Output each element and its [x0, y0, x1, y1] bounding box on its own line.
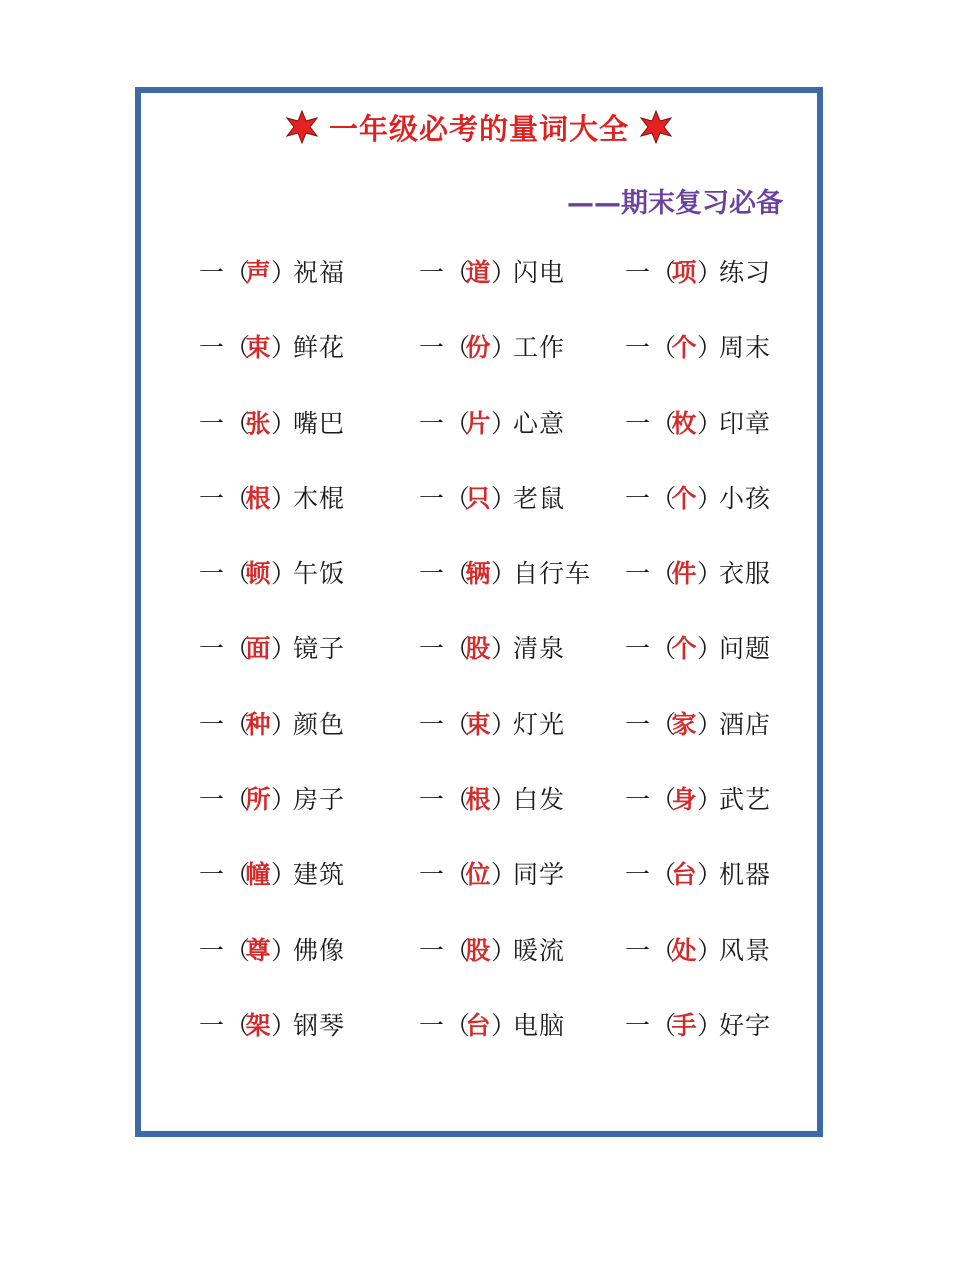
measure-word-item [625, 251, 771, 291]
number-one: 一 [625, 559, 651, 589]
page-subtitle: ——期末复习必备 [567, 188, 783, 219]
measure-word: 个 [671, 634, 697, 664]
noun: 酒店 [719, 709, 772, 739]
close-paren: ） [271, 860, 297, 890]
measure-word: 架 [245, 1010, 271, 1040]
open-paren: （ [445, 785, 471, 815]
measure-word-item [199, 627, 345, 667]
number-one: 一 [625, 709, 651, 739]
noun: 衣服 [719, 559, 772, 589]
open-paren: （ [225, 1010, 251, 1040]
title-row [141, 105, 817, 149]
noun: 武艺 [719, 785, 772, 815]
number-one: 一 [199, 408, 225, 438]
measure-word-item [419, 477, 565, 517]
number-one: 一 [625, 408, 651, 438]
close-paren: ） [697, 935, 723, 965]
open-paren: （ [225, 709, 251, 739]
measure-word-item [199, 251, 345, 291]
grid-row [141, 768, 817, 843]
open-paren: （ [445, 1010, 471, 1040]
number-one: 一 [199, 333, 225, 363]
measure-word: 台 [671, 860, 697, 890]
noun: 机器 [719, 860, 772, 890]
measure-word-item [419, 627, 565, 667]
measure-word-item [625, 778, 771, 818]
number-one: 一 [625, 860, 651, 890]
noun: 祝福 [293, 258, 346, 287]
worksheet-frame [135, 87, 823, 1137]
measure-word-item [419, 703, 565, 743]
noun: 钢琴 [293, 1010, 346, 1040]
close-paren: ） [491, 709, 517, 739]
open-paren: （ [445, 860, 471, 890]
grid-row [141, 542, 817, 617]
noun: 工作 [513, 333, 566, 363]
open-paren: （ [445, 709, 471, 739]
number-one: 一 [419, 935, 445, 965]
measure-word: 只 [465, 483, 491, 513]
open-paren: （ [651, 559, 677, 589]
close-paren: ） [697, 785, 723, 815]
grid-row [141, 617, 817, 692]
measure-word: 声 [245, 258, 271, 287]
measure-word-item [199, 477, 345, 517]
open-paren: （ [445, 935, 471, 965]
noun: 灯光 [513, 709, 566, 739]
open-paren: （ [225, 483, 251, 513]
measure-word: 片 [465, 408, 491, 438]
number-one: 一 [625, 785, 651, 815]
close-paren: ） [491, 634, 517, 664]
number-one: 一 [419, 860, 445, 890]
measure-word: 台 [465, 1010, 491, 1040]
measure-word-item [419, 778, 565, 818]
measure-word: 根 [245, 483, 271, 513]
open-paren: （ [651, 860, 677, 890]
open-paren: （ [445, 483, 471, 513]
open-paren: （ [445, 408, 471, 438]
measure-word-item [419, 929, 565, 969]
close-paren: ） [697, 1010, 723, 1040]
measure-word: 位 [465, 860, 491, 890]
close-paren: ） [697, 258, 723, 287]
measure-word: 处 [671, 935, 697, 965]
noun: 练习 [719, 258, 772, 287]
measure-word: 份 [465, 333, 491, 363]
close-paren: ） [697, 709, 723, 739]
close-paren: ） [491, 333, 517, 363]
measure-word-item [199, 853, 345, 893]
close-paren: ） [271, 408, 297, 438]
measure-word: 件 [671, 559, 697, 589]
measure-word: 辆 [465, 559, 491, 589]
measure-word: 道 [465, 258, 491, 287]
close-paren: ） [697, 559, 723, 589]
number-one: 一 [199, 483, 225, 513]
open-paren: （ [445, 559, 471, 589]
noun: 午饭 [293, 559, 346, 589]
open-paren: （ [651, 483, 677, 513]
measure-word: 张 [245, 408, 271, 438]
measure-word-item [199, 929, 345, 969]
grid-row [141, 994, 817, 1069]
measure-word-item [625, 402, 771, 442]
measure-word-item [199, 326, 345, 366]
open-paren: （ [651, 634, 677, 664]
number-one: 一 [419, 1010, 445, 1040]
close-paren: ） [491, 483, 517, 513]
red-star-icon [639, 110, 673, 144]
noun: 自行车 [513, 559, 592, 589]
measure-word-item [419, 326, 565, 366]
number-one: 一 [625, 1010, 651, 1040]
open-paren: （ [225, 785, 251, 815]
measure-word-item [199, 1004, 345, 1044]
close-paren: ） [491, 935, 517, 965]
measure-word: 尊 [245, 935, 271, 965]
number-one: 一 [419, 333, 445, 363]
red-star-icon [285, 110, 319, 144]
noun: 好字 [719, 1010, 772, 1040]
grid-row [141, 467, 817, 542]
close-paren: ） [697, 483, 723, 513]
number-one: 一 [199, 709, 225, 739]
measure-word: 股 [465, 634, 491, 664]
grid-row [141, 241, 817, 316]
close-paren: ） [491, 408, 517, 438]
grid-row [141, 919, 817, 994]
open-paren: （ [445, 634, 471, 664]
close-paren: ） [697, 408, 723, 438]
noun: 心意 [513, 408, 566, 438]
open-paren: （ [225, 333, 251, 363]
grid-row [141, 316, 817, 391]
number-one: 一 [625, 935, 651, 965]
number-one: 一 [419, 709, 445, 739]
measure-word-grid [141, 241, 817, 1069]
measure-word: 手 [671, 1010, 697, 1040]
noun: 建筑 [293, 860, 346, 890]
open-paren: （ [651, 333, 677, 363]
measure-word-item [419, 402, 565, 442]
open-paren: （ [651, 935, 677, 965]
measure-word: 个 [671, 483, 697, 513]
open-paren: （ [651, 408, 677, 438]
number-one: 一 [199, 559, 225, 589]
measure-word-item [625, 703, 771, 743]
number-one: 一 [419, 634, 445, 664]
number-one: 一 [199, 935, 225, 965]
close-paren: ） [491, 860, 517, 890]
measure-word-item [625, 627, 771, 667]
number-one: 一 [625, 333, 651, 363]
measure-word-item [625, 853, 771, 893]
noun: 老鼠 [513, 483, 566, 513]
measure-word: 面 [245, 634, 271, 664]
measure-word: 身 [671, 785, 697, 815]
open-paren: （ [225, 408, 251, 438]
noun: 问题 [719, 634, 772, 664]
noun: 周末 [719, 333, 772, 363]
open-paren: （ [651, 709, 677, 739]
measure-word: 所 [245, 785, 271, 815]
measure-word-item [419, 1004, 565, 1044]
measure-word: 束 [465, 709, 491, 739]
number-one: 一 [199, 258, 225, 287]
number-one: 一 [419, 483, 445, 513]
number-one: 一 [419, 408, 445, 438]
grid-row [141, 392, 817, 467]
number-one: 一 [199, 1010, 225, 1040]
open-paren: （ [225, 634, 251, 664]
close-paren: ） [271, 935, 297, 965]
noun: 木棍 [293, 483, 346, 513]
number-one: 一 [625, 634, 651, 664]
noun: 颜色 [293, 709, 346, 739]
noun: 小孩 [719, 483, 772, 513]
noun: 同学 [513, 860, 566, 890]
measure-word: 个 [671, 333, 697, 363]
close-paren: ） [697, 634, 723, 664]
close-paren: ） [491, 785, 517, 815]
number-one: 一 [419, 258, 445, 287]
open-paren: （ [651, 1010, 677, 1040]
noun: 风景 [719, 935, 772, 965]
measure-word: 根 [465, 785, 491, 815]
measure-word: 顿 [245, 559, 271, 589]
open-paren: （ [225, 860, 251, 890]
number-one: 一 [625, 258, 651, 287]
measure-word: 股 [465, 935, 491, 965]
close-paren: ） [271, 333, 297, 363]
close-paren: ） [697, 333, 723, 363]
noun: 暖流 [513, 935, 566, 965]
number-one: 一 [199, 860, 225, 890]
measure-word: 幢 [245, 860, 271, 890]
measure-word: 种 [245, 709, 271, 739]
measure-word-item [625, 929, 771, 969]
noun: 清泉 [513, 634, 566, 664]
close-paren: ） [697, 860, 723, 890]
noun: 镜子 [293, 634, 346, 664]
open-paren: （ [225, 559, 251, 589]
measure-word-item [625, 552, 771, 592]
noun: 闪电 [513, 258, 566, 287]
measure-word-item [419, 552, 591, 592]
close-paren: ） [271, 258, 297, 287]
measure-word-item [199, 402, 345, 442]
measure-word-item [419, 853, 565, 893]
noun: 印章 [719, 408, 772, 438]
page-title: 一年级必考的量词大全 [328, 111, 629, 146]
open-paren: （ [651, 258, 677, 287]
number-one: 一 [199, 634, 225, 664]
measure-word: 家 [671, 709, 697, 739]
close-paren: ） [491, 258, 517, 287]
noun: 鲜花 [293, 333, 346, 363]
grid-row [141, 843, 817, 918]
measure-word: 束 [245, 333, 271, 363]
noun: 白发 [513, 785, 566, 815]
open-paren: （ [445, 258, 471, 287]
close-paren: ） [271, 785, 297, 815]
measure-word: 枚 [671, 408, 697, 438]
grid-row [141, 693, 817, 768]
close-paren: ） [271, 709, 297, 739]
noun: 嘴巴 [293, 408, 346, 438]
close-paren: ） [271, 634, 297, 664]
number-one: 一 [199, 785, 225, 815]
measure-word-item [419, 251, 565, 291]
number-one: 一 [419, 785, 445, 815]
open-paren: （ [225, 258, 251, 287]
close-paren: ） [271, 559, 297, 589]
measure-word: 项 [671, 258, 697, 287]
noun: 佛像 [293, 935, 346, 965]
measure-word-item [199, 778, 345, 818]
measure-word-item [199, 703, 345, 743]
close-paren: ） [491, 1010, 517, 1040]
open-paren: （ [225, 935, 251, 965]
noun: 房子 [293, 785, 346, 815]
measure-word-item [625, 1004, 771, 1044]
open-paren: （ [445, 333, 471, 363]
close-paren: ） [271, 483, 297, 513]
close-paren: ） [271, 1010, 297, 1040]
noun: 电脑 [513, 1010, 566, 1040]
open-paren: （ [651, 785, 677, 815]
number-one: 一 [419, 559, 445, 589]
measure-word-item [625, 326, 771, 366]
close-paren: ） [491, 559, 517, 589]
measure-word-item [625, 477, 771, 517]
number-one: 一 [625, 483, 651, 513]
measure-word-item [199, 552, 345, 592]
